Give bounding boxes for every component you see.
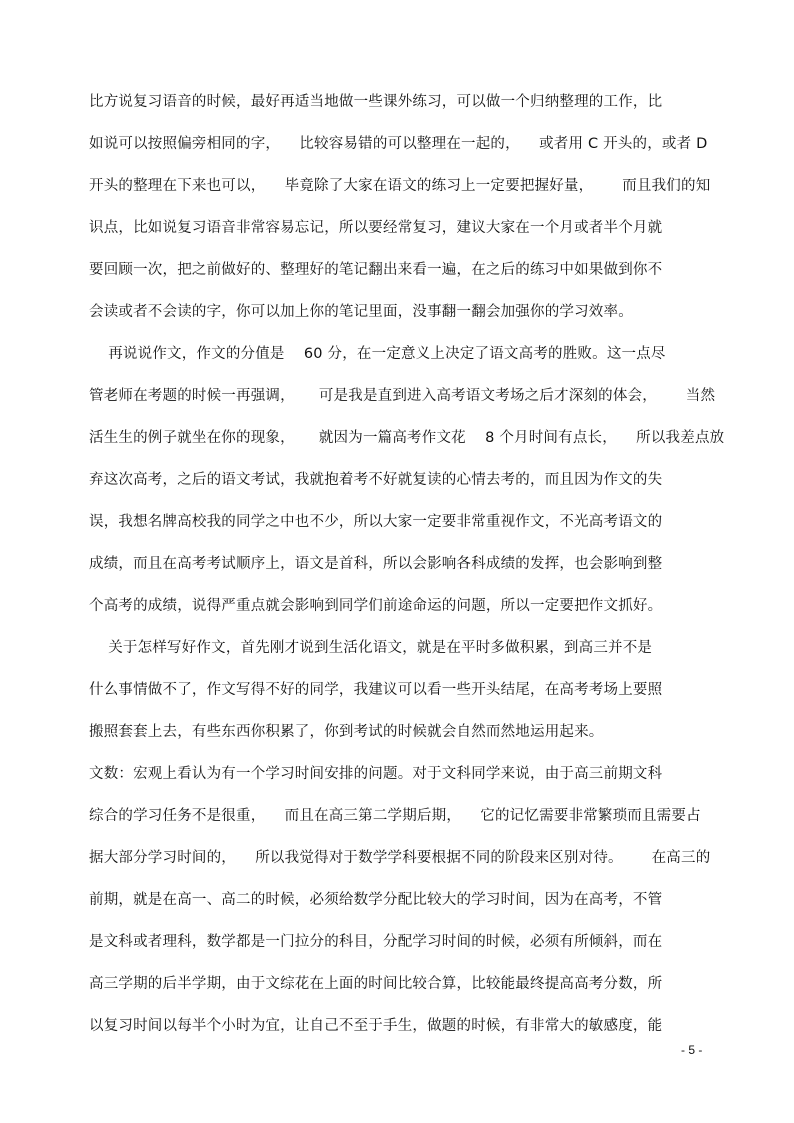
- text-line: 文数：宏观上看认为有一个学习时间安排的问题。对于文科同学来说，由于高三前期文科: [89, 766, 663, 782]
- text-line: 活生生的例子就坐在你的现象， 就因为一篇高考作文花 8 个月时间有点长， 所以我差点放: [89, 430, 725, 446]
- text-line: 管老师在考题的时候一再强调， 可是我是直到进入高考语文考场之后才深刻的体会， 当然: [89, 388, 716, 404]
- text-line: 据大部分学习时间的， 所以我觉得对于数学学科要根据不同的阶段来区别对待。 在高三的: [89, 850, 711, 866]
- text-line: 识点，比如说复习语音非常容易忘记，所以要经常复习，建议大家在一个月或者半个月就: [89, 220, 663, 236]
- text-line: 会读或者不会读的字，你可以加上你的笔记里面，没事翻一翻会加强你的学习效率。: [89, 304, 633, 320]
- text-line: 高三学期的后半学期，由于文综花在上面的时间比较合算，比较能最终提高高考分数，所: [89, 976, 663, 992]
- text-line: 误，我想名牌高校我的同学之中也不少，所以大家一定要非常重视作文，不光高考语文的: [89, 514, 663, 530]
- text-line: 如说可以按照偏旁相同的字， 比较容易错的可以整理在一起的， 或者用 C 开头的，或者 D: [89, 136, 708, 152]
- text-line: 是文科或者理科，数学都是一门拉分的科目，分配学习时间的时候，必须有所倾斜，而在: [89, 934, 663, 950]
- text-line: 要回顾一次，把之前做好的、整理好的笔记翻出来看一遍，在之后的练习中如果做到你不: [89, 262, 663, 278]
- page-number: - 5 -: [681, 1043, 703, 1057]
- text-line: 比方说复习语音的时候，最好再适当地做一些课外练习，可以做一个归纳整理的工作，比: [89, 94, 663, 110]
- text-line: 关于怎样写好作文，首先刚才说到生活化语文，就是在平时多做积累，到高三并不是: [89, 640, 653, 656]
- text-line: 什么事情做不了，作文写得不好的同学，我建议可以看一些开头结尾，在高考考场上要照: [89, 682, 663, 698]
- text-line: 以复习时间以每半个小时为宜，让自己不至于手生，做题的时候，有非常大的敏感度，能: [89, 1018, 663, 1034]
- text-line: 搬照套套上去，有些东西你积累了，你到考试的时候就会自然而然地运用起来。: [89, 724, 604, 740]
- text-line: 成绩，而且在高考考试顺序上，语文是首科，所以会影响各科成绩的发挥，也会影响到整: [89, 556, 663, 572]
- text-line: 个高考的成绩，说得严重点就会影响到同学们前途命运的问题，所以一定要把作文抓好。: [89, 598, 663, 614]
- text-line: 弃这次高考，之后的语文考试，我就抱着考不好就复读的心情去考的，而且因为作文的失: [89, 472, 663, 488]
- text-line: 再说说作文，作文的分值是 60 分，在一定意义上决定了语文高考的胜败。这一点尽: [89, 346, 666, 362]
- text-line: 前期，就是在高一、高二的时候，必须给数学分配比较大的学习时间，因为在高考，不管: [89, 892, 663, 908]
- text-line: 综合的学习任务不是很重， 而且在高三第二学期后期， 它的记忆需要非常繁琐而且需要占: [89, 808, 701, 824]
- text-line: 开头的整理在下来也可以， 毕竟除了大家在语文的练习上一定要把握好量， 而且我们的知: [89, 178, 711, 194]
